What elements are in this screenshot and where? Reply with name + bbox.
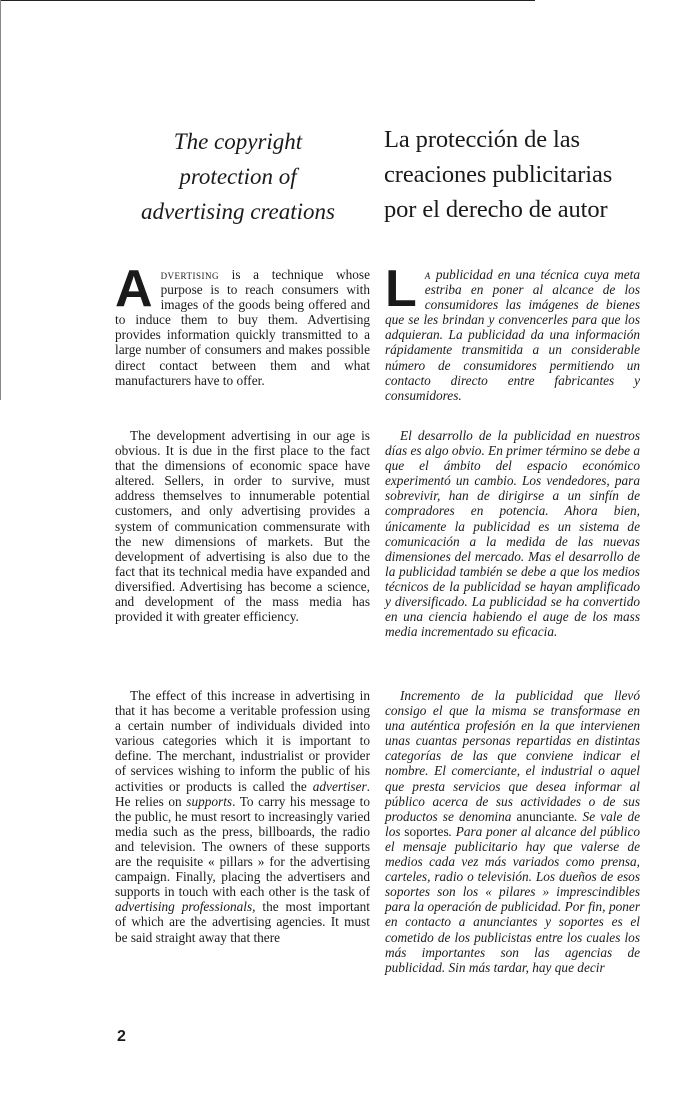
title-english: [118, 124, 358, 229]
es-paragraph-3: [385, 688, 640, 975]
title-en-line-3: advertising creations: [141, 199, 335, 224]
title-es-line-3: por el derecho de autor: [384, 196, 608, 223]
title-spanish: [384, 122, 654, 227]
es-paragraph-2: [385, 428, 640, 639]
title-en-line-2: protection of: [179, 164, 297, 189]
en-paragraph-1-text: is a technique whose purpose is to reach consumers with images of the goods being offered and to induce them to buy them. Advertising provides information quickly transmitted to a large number of consumers and makes possible direct contact between them and what manufacturers have to offer.: [115, 267, 370, 388]
es-paragraph-1-text: publicidad en una técnica cuya meta estriba en poner al alcance de los consumidores las imágenes de bienes que se les brindan y convencerles para que los adquieran. La publicidad da una información rápidamente transmitida a un considerable número de consumidores permitiendo un contacto directo entre fabricantes y consumidores.: [385, 267, 640, 403]
es-p3-e: . Para poner al alcance del público el mensaje publicitario hay que valerse de medios cada vez más variados como prensa, carteles, radio o televisión. Los dueños de esos soportes son los « pilares » imprescindibles para la operación de publicidad. Por fin, poner en contacto a anunciantes y soportes es el cometido de los publicistas entre los cuales los más importantes son las agencias de publicidad. Sin más tardar, hay que decir: [385, 823, 641, 975]
en-p3-supports: supports: [186, 793, 233, 809]
es-p3-c: . Se vale de los: [385, 808, 641, 839]
en-paragraph-2: [115, 428, 370, 624]
title-es-line-1: La protección de las: [384, 126, 580, 153]
en-p3-advertiser: advertiser: [312, 778, 367, 794]
en-lead-word: dvertising: [160, 267, 220, 282]
en-p3-professionals: advertising professionals,: [115, 899, 256, 915]
en-p3-c: . He relies on: [115, 778, 370, 809]
es-lead-word: a: [424, 267, 431, 282]
en-p3-g: the most important of which are the advertising agencies. It must be said straight away that there: [115, 899, 370, 945]
title-es-line-2: creaciones publicitarias: [384, 161, 613, 188]
en-dropcap: A: [115, 260, 153, 318]
es-p3-soportes: soportes: [404, 823, 449, 839]
page-top-rule: [0, 0, 535, 1]
en-paragraph-3: [115, 688, 370, 945]
es-paragraph-1: [385, 260, 640, 403]
en-paragraph-1: [115, 260, 370, 388]
en-p3-e: . To carry his message to the public, he must resort to increasingly varied media such as the press, billboards, the radio and television. The owners of these supports are the requisite « pillars » for the advertising campaign. Finally, placing the advertisers and supports in touch with each other is the task of: [115, 793, 370, 900]
en-p3-a: The effect of this increase in advertising in that it has become a veritable profession using a certain number of individuals divided into various categories which it is important to define. The merchant, industrialist or provider of services wishing to inform the public of his activities or products is called the: [115, 688, 370, 794]
en-paragraph-2-text: The development advertising in our age is obvious. It is due in the first place to the fact that the dimensions of economic space have altered. Sellers, in order to survive, must address themselves to innumerable potential customers, and only advertising provides a system of communication commensurate with the new dimensions of markets. But the development of advertising is also due to the fact that its technical media have expanded and diversified. Advertising has become a science, and development of the mass media has provided it with greater efficiency.: [115, 428, 370, 625]
title-en-line-1: The copyright: [173, 129, 303, 154]
es-p3-a: Incremento de la publicidad que llevó consigo el que la misma se transformase en una auténtica profesión en la que intervienen unas cuantas personas repartidas en distintas categorías de las que conviene indicar el nombre. El comerciante, el industrial o aquel que presta servicios que desea informar al público acerca de sus actividades o de sus productos se denomina: [385, 688, 640, 824]
page-number: 2: [117, 1028, 126, 1045]
es-dropcap: L: [385, 260, 417, 318]
es-paragraph-2-text: El desarrollo de la publicidad en nuestros días es algo obvio. En primer término se debe a que el ámbito del espacio económico experimentó un cambio. Los vendedores, para sobrevivir, han de dirigirse a un sinfín de compradores en potencia. Ahora bien, únicamente la publicidad es un sistema de comunicación a la medida de las nuevas dimensiones del mercado. Mas el desarrollo de la publicidad también se debe a que los medios técnicos de la publicidad se hayan amplificado y diversificado. La publicidad se ha convertido en una ciencia habiendo el auge de los mass media incrementado su eficacia.: [385, 428, 640, 640]
es-p3-anunciante: anunciante: [516, 808, 575, 824]
page-left-edge: [0, 0, 1, 400]
